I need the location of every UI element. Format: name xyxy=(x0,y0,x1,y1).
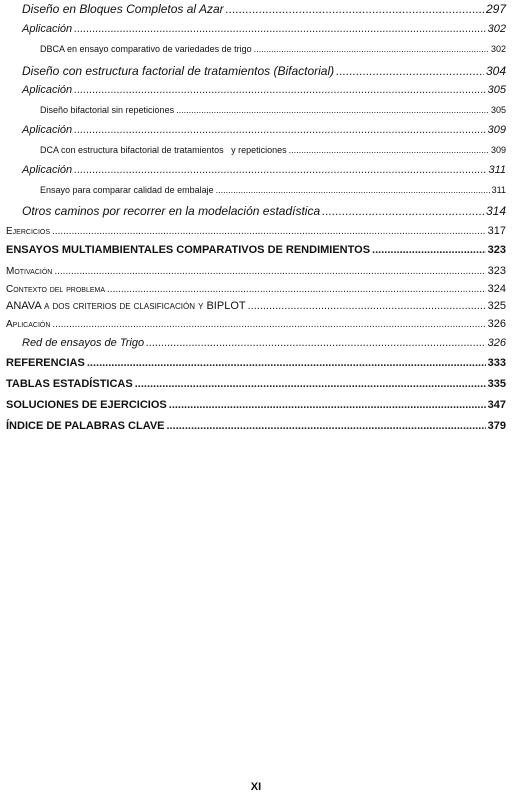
toc-entry xyxy=(6,283,506,295)
toc-entry-title: Aplicación xyxy=(22,124,73,136)
leader-dots xyxy=(87,357,486,369)
toc-entry-title: SOLUCIONES DE EJERCICIOS xyxy=(6,399,167,411)
toc-entry-title: Otros caminos por recorrer en la modelación estadística xyxy=(22,204,321,218)
toc-entry-page: 305 xyxy=(487,84,506,96)
toc-entry-page: 326 xyxy=(487,337,506,349)
leader-dots xyxy=(226,2,484,16)
toc-entry-page: 302 xyxy=(487,23,506,35)
toc-entry-title: ENSAYOS MULTIAMBIENTALES COMPARATIVOS DE RENDIMIENTOS xyxy=(6,244,371,256)
toc-entry xyxy=(22,2,506,16)
page-number: XI xyxy=(250,781,262,793)
leader-dots xyxy=(74,84,486,96)
toc-entry xyxy=(6,318,506,330)
toc-entry-title: Ensayo para comparar calidad de embalaje xyxy=(40,185,214,195)
leader-dots xyxy=(52,319,485,330)
toc-entry-page: 379 xyxy=(487,420,506,432)
toc-entry-title: DCA con estructura bifactorial de tratamientos y repeticiones xyxy=(40,145,287,155)
toc-entry-page: 317 xyxy=(487,225,506,237)
toc-entry-page: 347 xyxy=(487,399,506,411)
toc-entry-title: Aplicación xyxy=(22,164,73,176)
toc-entry-title: TABLAS ESTADÍSTICAS xyxy=(6,378,133,390)
toc-entry xyxy=(22,164,506,176)
leader-dots xyxy=(74,164,486,176)
toc-entry-title: Aplicación xyxy=(22,23,73,35)
toc-entry-title: Diseño con estructura factorial de tratamientos (Bifactorial) xyxy=(22,64,335,78)
toc-entry-title: ANAVA a dos criterios de clasificación y BIPLOT xyxy=(6,300,246,312)
toc-entry xyxy=(40,105,506,115)
toc-entry-page: 326 xyxy=(487,318,506,330)
leader-dots xyxy=(54,266,485,277)
toc-entry-title: DBCA en ensayo comparativo de variedades de trigo xyxy=(40,44,252,54)
toc-entry xyxy=(40,185,506,195)
leader-dots xyxy=(146,337,486,349)
toc-entry xyxy=(6,265,506,277)
toc-entry-page: 309 xyxy=(487,124,506,136)
leader-dots xyxy=(74,124,486,136)
toc-entry-page: 302 xyxy=(490,44,506,54)
toc-entry-page: 323 xyxy=(487,244,506,256)
leader-dots xyxy=(74,23,486,35)
toc-entry xyxy=(6,378,506,390)
toc-entry-page: 297 xyxy=(485,2,506,16)
leader-dots xyxy=(336,64,484,78)
toc-entry xyxy=(22,124,506,136)
toc-entry-title: Diseño bifactorial sin repeticiones xyxy=(40,105,175,115)
toc-entry-title: Motivación xyxy=(6,266,53,277)
leader-dots xyxy=(216,185,490,195)
leader-dots xyxy=(254,44,489,54)
toc-entry-page: 311 xyxy=(491,185,506,195)
toc-entry-page: 305 xyxy=(490,105,506,115)
leader-dots xyxy=(176,105,489,115)
toc-entry-page: 311 xyxy=(488,164,506,176)
toc-entry xyxy=(22,204,506,218)
leader-dots xyxy=(289,145,489,155)
toc-entry-title: Aplicación xyxy=(6,319,51,330)
leader-dots xyxy=(167,420,486,432)
toc-entry-page: 333 xyxy=(487,357,506,369)
toc-entry xyxy=(22,64,506,78)
toc-entry-page: 324 xyxy=(487,283,506,295)
leader-dots xyxy=(135,378,486,390)
toc-entry xyxy=(22,23,506,35)
leader-dots xyxy=(107,284,486,295)
toc-entry-title: Red de ensayos de Trigo xyxy=(22,337,145,349)
toc-entry-page: 325 xyxy=(487,300,506,312)
toc-entry-title: Contexto del problema xyxy=(6,284,106,295)
toc-entry xyxy=(6,399,506,411)
toc-entry-page: 314 xyxy=(485,204,506,218)
toc-entry-page: 309 xyxy=(490,145,506,155)
toc-entry xyxy=(6,357,506,369)
toc-entry xyxy=(6,300,506,312)
toc-entry-title: REFERENCIAS xyxy=(6,357,85,369)
toc-entry-page: 304 xyxy=(485,64,506,78)
toc-entry-page: 323 xyxy=(487,265,506,277)
leader-dots xyxy=(322,204,484,218)
toc-entry-title: Ejercicios xyxy=(6,226,51,237)
toc-entry xyxy=(40,44,506,54)
toc-entry xyxy=(22,84,506,96)
toc-entry xyxy=(22,337,506,349)
leader-dots xyxy=(372,244,486,256)
toc-entry xyxy=(6,244,506,256)
toc-entry-title: Aplicación xyxy=(22,84,73,96)
leader-dots xyxy=(248,300,486,312)
toc-entry-title: ÍNDICE DE PALABRAS CLAVE xyxy=(6,420,165,432)
toc-entry-title: Diseño en Bloques Completos al Azar xyxy=(22,2,224,16)
toc-entry xyxy=(40,145,506,155)
toc-entry-page: 335 xyxy=(487,378,506,390)
leader-dots xyxy=(169,399,486,411)
toc-entry xyxy=(6,225,506,237)
toc-entry xyxy=(6,420,506,432)
leader-dots xyxy=(52,226,486,237)
